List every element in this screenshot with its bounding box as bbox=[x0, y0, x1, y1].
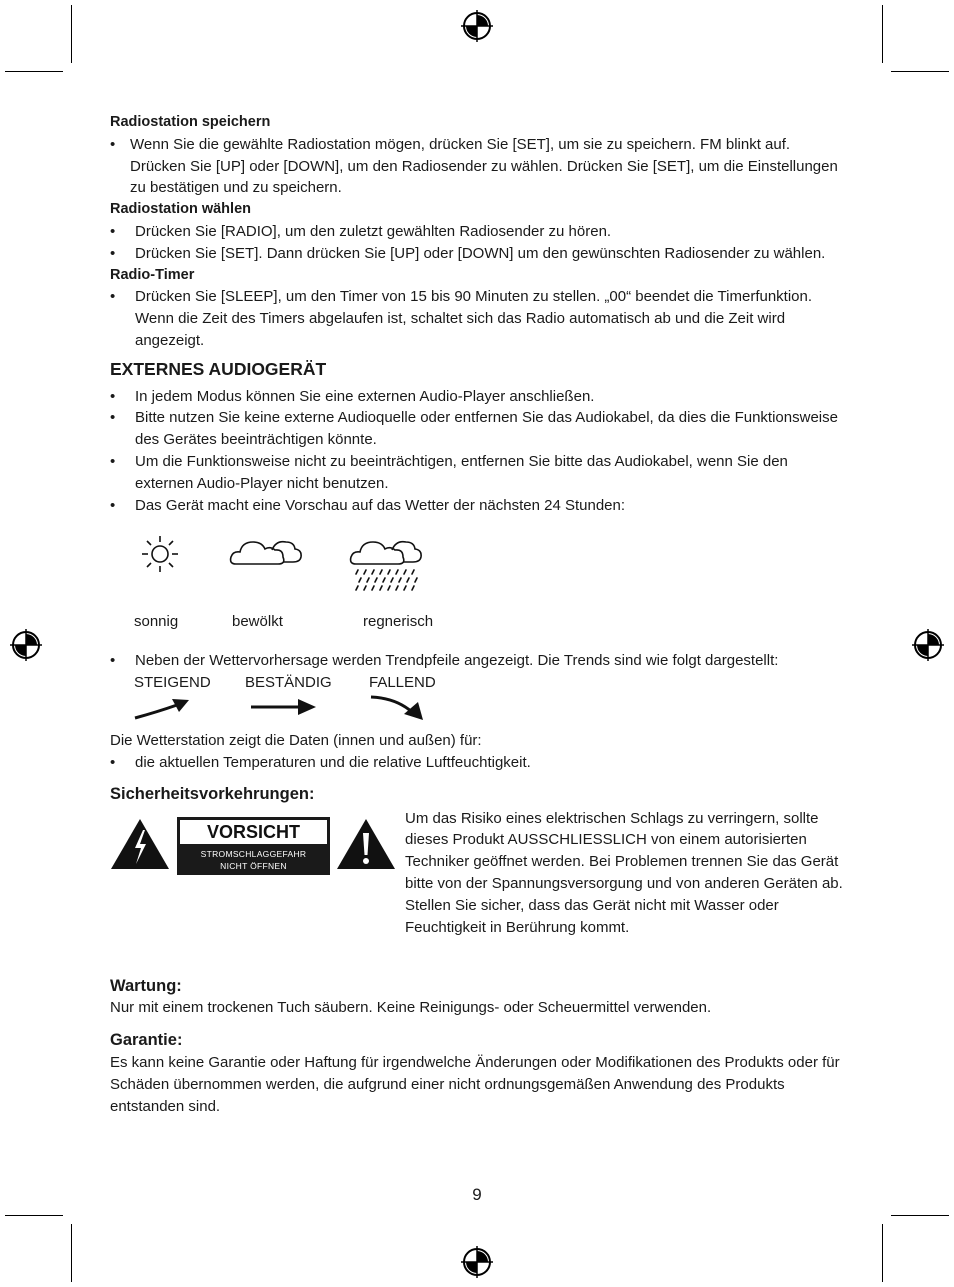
warranty-text: Es kann keine Garantie oder Haftung für irgendwelche Änderungen oder Modifikationen des Produkts oder für Schäden übernommen werden, die aufgrund einer nicht ordnungsgemäßen Anwendung des Produkts entstanden sind. bbox=[110, 1053, 840, 1115]
list-item: • Wenn Sie die gewählte Radiostation mögen, drücken Sie [SET], um sie zu speichern. FM blinkt auf. Drücken Sie [UP] oder [DOWN], um den Radiosender zu wählen. Drücken Sie [SET], um die Einstellungen zu bestätigen und zu speichern. bbox=[110, 134, 850, 199]
registration-mark-icon bbox=[460, 9, 494, 43]
page-number: 9 bbox=[472, 1185, 482, 1204]
exclamation-warning-icon bbox=[336, 818, 396, 870]
safety-text: Um das Risiko eines elektrischen Schlags zu verringern, sollte dieses Produkt AUSSCHLIESSLICH von einem autorisierten Techniker geöffnet werden. Bei Problemen trennen Sie das Gerät bitte von der Spannungsversorgung und von anderen Geräten ab. Stellen Sie sicher, dass das Gerät nicht mit Wasser oder Feuchtigkeit in Berührung kommt. bbox=[405, 809, 843, 936]
lightning-warning-icon bbox=[110, 818, 170, 870]
list-item: • Drücken Sie [RADIO], um den zuletzt gewählten Radiosender zu hören. bbox=[110, 221, 850, 243]
arrow-rising-icon bbox=[132, 696, 192, 722]
safety-block bbox=[110, 808, 850, 963]
external-audio-list bbox=[110, 386, 850, 517]
caution-title: VORSICHT bbox=[180, 820, 327, 844]
crop-mark bbox=[882, 1224, 883, 1282]
weather-label-cloudy: bewölkt bbox=[232, 613, 283, 631]
list-item: • In jedem Modus können Sie eine externen Audio-Player anschließen. bbox=[110, 386, 850, 408]
sun-icon bbox=[140, 534, 180, 574]
list-item: • die aktuellen Temperaturen und die relative Luftfeuchtigkeit. bbox=[110, 752, 850, 774]
station-list bbox=[110, 752, 850, 774]
trend-label-steady: BESTÄNDIG bbox=[245, 674, 332, 692]
crop-mark bbox=[882, 5, 883, 63]
rain-cloud-icon bbox=[348, 534, 428, 596]
crop-mark bbox=[891, 71, 949, 72]
crop-mark bbox=[5, 1215, 63, 1216]
document-body bbox=[110, 112, 850, 1117]
station-intro: Die Wetterstation zeigt die Daten (innen und außen) für: bbox=[110, 732, 482, 750]
weather-label-rainy: regnerisch bbox=[363, 613, 434, 631]
section-title-external-audio: EXTERNES AUDIOGERÄT bbox=[110, 358, 327, 379]
registration-mark-icon bbox=[911, 628, 945, 662]
section-title-maintenance: Wartung: bbox=[110, 976, 182, 995]
trend-arrows bbox=[110, 672, 850, 730]
caution-line-1: STROMSCHLAGGEFAHR bbox=[200, 848, 307, 859]
registration-mark-icon bbox=[9, 628, 43, 662]
section-title-save-station: Radiostation speichern bbox=[110, 114, 271, 130]
section-title-radio-timer: Radio-Timer bbox=[110, 266, 195, 283]
caution-subtitle bbox=[177, 848, 330, 872]
section-title-select-station: Radiostation wählen bbox=[110, 201, 251, 218]
arrow-falling-icon bbox=[368, 692, 428, 722]
cloud-icon bbox=[228, 534, 304, 570]
maintenance-text: Nur mit einem trockenen Tuch säubern. Keine Reinigungs- oder Scheuermittel verwenden. bbox=[110, 999, 712, 1017]
radio-timer-list bbox=[110, 286, 850, 351]
trend-label-falling: FALLEND bbox=[369, 674, 436, 692]
trend-label-rising: STEIGEND bbox=[134, 674, 211, 692]
list-item: • Bitte nutzen Sie keine externe Audioquelle oder entfernen Sie das Audiokabel, da dies die Funktionsweise des Gerätes beeinträchtigen könnte. bbox=[110, 407, 850, 451]
weather-label-sunny: sonnig bbox=[134, 613, 179, 631]
caution-line-2: NICHT ÖFFNEN bbox=[220, 860, 287, 871]
crop-mark bbox=[5, 71, 63, 72]
weather-icons bbox=[110, 528, 850, 638]
crop-mark bbox=[71, 1224, 72, 1282]
save-station-list bbox=[110, 134, 850, 199]
list-item: • Das Gerät macht eine Vorschau auf das Wetter der nächsten 24 Stunden: bbox=[110, 495, 850, 517]
registration-mark-icon bbox=[460, 1245, 494, 1279]
section-title-warranty: Garantie: bbox=[110, 1031, 183, 1050]
list-item: • Drücken Sie [SET]. Dann drücken Sie [UP] oder [DOWN] um den gewünschten Radiosender zu wählen. bbox=[110, 243, 850, 265]
arrow-steady-icon bbox=[248, 696, 318, 718]
list-item: • Drücken Sie [SLEEP], um den Timer von 15 bis 90 Minuten zu stellen. „00“ beendet die Timerfunktion. Wenn die Zeit des Timers abgelaufen ist, schaltet sich das Radio automatisch ab und die Zeit wird angezeigt. bbox=[110, 286, 850, 351]
caution-label bbox=[177, 817, 330, 875]
select-station-list bbox=[110, 221, 850, 265]
crop-mark bbox=[71, 5, 72, 63]
trend-list bbox=[110, 650, 850, 672]
crop-mark bbox=[891, 1215, 949, 1216]
list-item: • Um die Funktionsweise nicht zu beeinträchtigen, entfernen Sie bitte das Audiokabel, wenn Sie den externen Audio-Player nicht benutzen. bbox=[110, 451, 850, 495]
section-title-safety: Sicherheitsvorkehrungen: bbox=[110, 784, 315, 803]
list-item: • Neben der Wettervorhersage werden Trendpfeile angezeigt. Die Trends sind wie folgt dargestellt: bbox=[110, 650, 850, 672]
